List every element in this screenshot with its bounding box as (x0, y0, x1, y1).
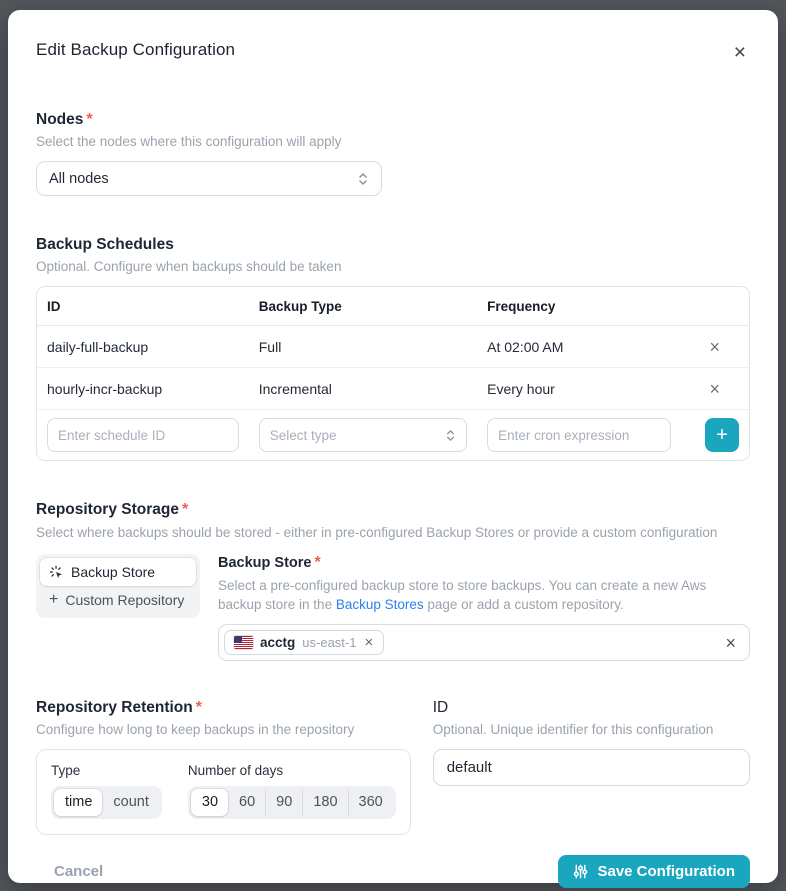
schedule-type-placeholder: Select type (269, 427, 337, 443)
plus-icon: + (49, 591, 59, 609)
close-button[interactable] (730, 40, 750, 65)
days-option-90[interactable]: 90 (265, 789, 302, 816)
retention-box (36, 749, 411, 835)
type-label: Type (51, 763, 81, 778)
nodes-select[interactable] (36, 161, 382, 196)
storage-heading (36, 501, 750, 519)
type-option-time[interactable]: time (54, 789, 102, 816)
remove-schedule-button[interactable] (706, 336, 725, 358)
backup-store-heading (218, 554, 750, 572)
close-icon: × (733, 41, 746, 64)
retention-type-group (51, 763, 162, 819)
clear-icon: × (725, 632, 736, 653)
id-label: ID (432, 699, 449, 716)
cron-expression-input[interactable] (487, 418, 670, 452)
modal-header (36, 40, 750, 65)
nodes-section (36, 111, 750, 196)
pointer-click-icon (49, 565, 64, 580)
schedules-table (36, 286, 750, 461)
days-option-30[interactable]: 30 (191, 789, 228, 816)
chevron-up-down-icon (445, 429, 456, 442)
nodes-description: Select the nodes where this configuration will apply (36, 134, 342, 149)
remove-schedule-button[interactable] (706, 378, 725, 400)
schedule-id: hourly-incr-backup (47, 380, 163, 397)
tab-backup-store[interactable] (40, 558, 196, 586)
backup-store-chip (224, 630, 384, 655)
remove-icon: × (709, 336, 721, 357)
description-text: page or add a custom repository. (423, 597, 624, 613)
remove-icon: × (709, 378, 721, 399)
modal-title: Edit Backup Configuration (36, 40, 236, 59)
schedule-id-input[interactable] (47, 418, 239, 452)
days-segmented-control (188, 786, 396, 819)
repository-storage-section (36, 501, 750, 661)
schedules-label: Backup Schedules (36, 236, 174, 253)
retention-description: Configure how long to keep backups in the repository (36, 722, 355, 737)
schedule-type: Full (258, 338, 282, 355)
schedules-description: Optional. Configure when backups should be taken (36, 259, 342, 274)
schedule-frequency: At 02:00 AM (487, 338, 564, 355)
plus-icon: + (716, 424, 728, 446)
schedules-section (36, 236, 750, 461)
retention-label: Repository Retention (36, 699, 193, 716)
bottom-section (36, 699, 750, 835)
storage-label: Repository Storage (36, 501, 179, 518)
backup-store-select[interactable] (218, 624, 750, 661)
required-asterisk: * (195, 699, 202, 716)
backup-store-label: Backup Store (218, 555, 312, 572)
save-configuration-button[interactable] (558, 855, 750, 888)
column-header-id: ID (47, 298, 61, 314)
chevron-up-down-icon (357, 172, 369, 186)
tab-backup-store-label: Backup Store (71, 564, 156, 581)
storage-description: Select where backups should be stored - either in pre-configured Backup Stores or provide a custom configuration (36, 525, 718, 540)
days-option-180[interactable]: 180 (302, 789, 347, 816)
store-name: acctg (260, 635, 296, 650)
storage-body (36, 554, 750, 661)
tab-custom-repository-label: Custom Repository (65, 592, 185, 609)
backup-stores-link[interactable]: Backup Stores (335, 597, 424, 613)
remove-icon: × (364, 634, 374, 651)
description-text: Select a pre-configured backup store to store backups. You can create a new Aws backup store in the (218, 578, 707, 613)
id-description: Optional. Unique identifier for this configuration (432, 722, 714, 737)
schedule-type-select[interactable] (259, 418, 467, 452)
id-section (433, 699, 750, 835)
configuration-id-input[interactable] (433, 749, 750, 786)
table-row (37, 368, 749, 410)
modal-footer (36, 835, 750, 888)
table-row (37, 326, 749, 368)
storage-tabs (36, 554, 200, 618)
backup-store-panel (218, 554, 750, 661)
type-option-count[interactable]: count (113, 794, 149, 810)
save-button-label: Save Configuration (597, 862, 735, 880)
add-schedule-button[interactable] (705, 418, 739, 452)
required-asterisk: * (86, 111, 93, 128)
days-label: Number of days (187, 763, 284, 778)
sliders-icon (573, 864, 588, 879)
schedule-id: daily-full-backup (47, 338, 149, 355)
tab-custom-repository[interactable] (40, 586, 196, 614)
us-flag-icon (234, 636, 253, 649)
remove-chip-button[interactable] (363, 635, 374, 650)
nodes-label: Nodes (36, 111, 84, 128)
new-schedule-row (37, 410, 749, 460)
clear-selection-button[interactable] (724, 634, 737, 652)
schedule-type: Incremental (258, 380, 332, 397)
retention-heading (36, 699, 411, 717)
retention-days-group (188, 763, 396, 819)
edit-backup-configuration-modal (8, 10, 778, 883)
required-asterisk: * (314, 554, 321, 572)
column-header-backup-type: Backup Type (258, 298, 342, 314)
nodes-heading (36, 111, 750, 129)
column-header-frequency: Frequency (487, 298, 556, 314)
nodes-select-value: All nodes (49, 170, 109, 187)
store-region: us-east-1 (302, 635, 357, 650)
schedule-frequency: Every hour (487, 380, 555, 397)
backup-store-description (218, 577, 750, 615)
repository-retention-section (36, 699, 411, 835)
days-option-360[interactable]: 360 (348, 789, 393, 816)
days-option-60[interactable]: 60 (239, 794, 256, 810)
table-header-row (37, 287, 749, 326)
required-asterisk: * (181, 501, 189, 518)
type-segmented-control (51, 786, 162, 819)
cancel-button[interactable]: Cancel (36, 855, 121, 888)
